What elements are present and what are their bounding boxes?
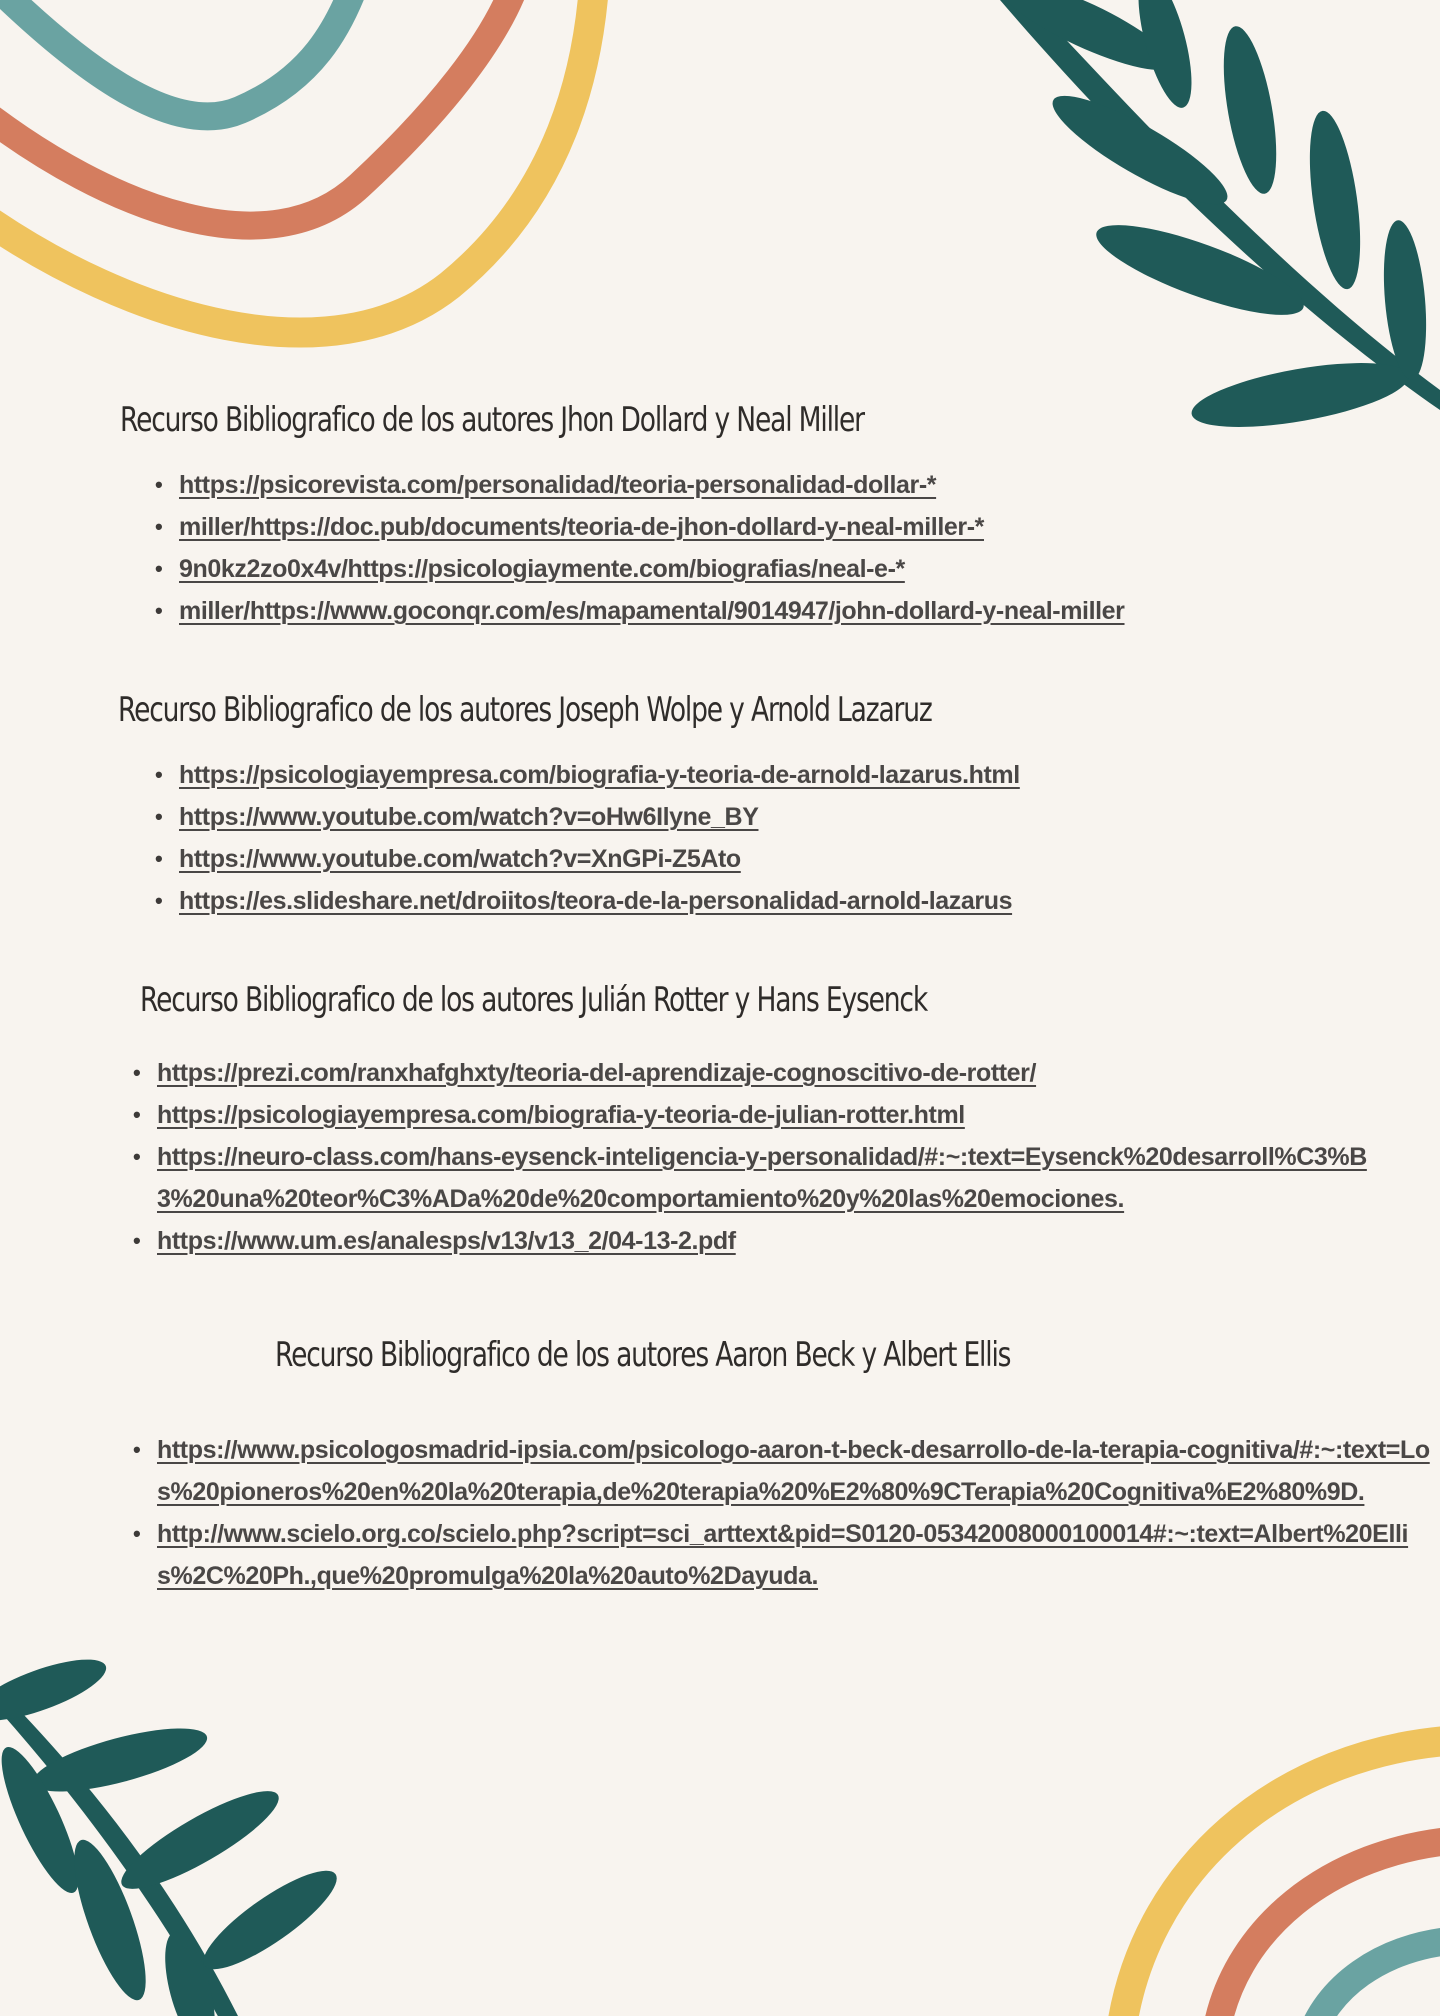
section-title: Recurso Bibliografico de los autores Julián Rotter y Hans Eysenck	[140, 980, 928, 1020]
reference-link[interactable]: • https://prezi.com/ranxhafghxty/teoria-del-aprendizaje-cognoscitivo-de-rotter/	[133, 1052, 1383, 1094]
reference-link[interactable]: • https://www.psicologosmadrid-ipsia.com/psicologo-aaron-t-beck-desarrollo-de-la-terapia-cognitiva/#:~:text=Los%20pioneros%20en%20la%20terapia,de%20terapia%20%E2%80%9CTerapia%20Cognitiva%E2%80%9D.	[133, 1429, 1433, 1513]
leaf-branch-decoration	[0, 1620, 380, 2016]
reference-link[interactable]: • https://psicorevista.com/personalidad/teoria-personalidad-dollar-*	[155, 464, 1355, 506]
reference-link[interactable]: • https://es.slideshare.net/droiitos/teora-de-la-personalidad-arnold-lazarus	[155, 880, 1355, 922]
link-list	[133, 1052, 1383, 1262]
reference-link[interactable]: • https://psicologiayempresa.com/biografia-y-teoria-de-arnold-lazarus.html	[155, 754, 1355, 796]
reference-link[interactable]: • https://www.youtube.com/watch?v=XnGPi-Z5Ato	[155, 838, 1355, 880]
link-list	[133, 1429, 1433, 1597]
reference-link[interactable]: • https://www.um.es/analesps/v13/v13_2/04-13-2.pdf	[133, 1220, 1383, 1262]
section-title: Recurso Bibliografico de los autores Jhon Dollard y Neal Miller	[120, 400, 864, 440]
leaf-branch-decoration	[990, 0, 1440, 470]
rainbow-wave-decoration	[0, 0, 620, 380]
reference-link[interactable]: • https://psicologiayempresa.com/biografia-y-teoria-de-julian-rotter.html	[133, 1094, 1383, 1136]
reference-link[interactable]: • https://neuro-class.com/hans-eysenck-inteligencia-y-personalidad/#:~:text=Eysenck%20desarroll%C3%B3%20una%20teor%C3%ADa%20de%20comportamiento%20y%20las%20emociones.	[133, 1136, 1383, 1220]
link-list	[155, 464, 1355, 632]
section-title: Recurso Bibliografico de los autores Joseph Wolpe y Arnold Lazaruz	[118, 690, 932, 730]
section-title: Recurso Bibliografico de los autores Aaron Beck y Albert Ellis	[275, 1335, 1011, 1375]
reference-link[interactable]: • miller/https://www.goconqr.com/es/mapamental/9014947/john-dollard-y-neal-miller	[155, 590, 1355, 632]
reference-link[interactable]: • miller/https://doc.pub/documents/teoria-de-jhon-dollard-y-neal-miller-*	[155, 506, 1355, 548]
reference-link[interactable]: • http://www.scielo.org.co/scielo.php?script=sci_arttext&pid=S0120-05342008000100014#:~:text=Albert%20Ellis%2C%20Ph.,que%20promulga%20la%20auto%2Dayuda.	[133, 1513, 1433, 1597]
rainbow-arc-decoration	[1080, 1720, 1440, 2016]
reference-link[interactable]: • https://www.youtube.com/watch?v=oHw6Ilyne_BY	[155, 796, 1355, 838]
link-list	[155, 754, 1355, 922]
reference-link[interactable]: • 9n0kz2zo0x4v/https://psicologiaymente.com/biografias/neal-e-*	[155, 548, 1355, 590]
